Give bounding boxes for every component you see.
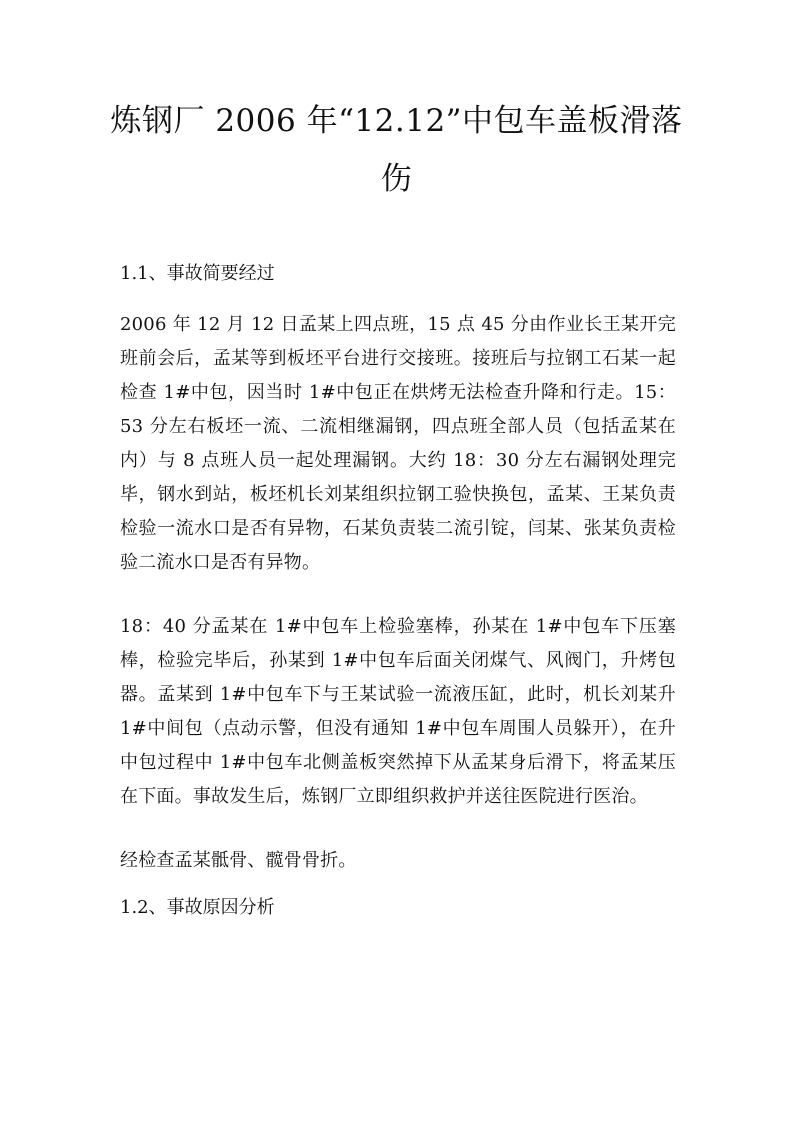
paragraph-accident-summary: 2006 年 12 月 12 日孟某上四点班，15 点 45 分由作业长王某开完班前会后，孟某等到板坯平台进行交接班。接班后与拉钢工石某一起检查 1#中包，因当时 1#中包正在烘烤无法检查升降和行走。15：53 分左右板坯一流、二流相继漏钢，四点班全部人员（包括孟某在内）与 8 点班人员一起处理漏钢。大约 18：30 分左右漏钢处理完毕，钢水到站，板坯机长刘某组织拉钢工验快换包，孟某、王某负责检验一流水口是否有异物，石某负责装二流引锭，闫某、张某负责检验二流水口是否有异物。 — [120, 314, 676, 573]
document-title: 炼钢厂 2006 年“12.12”中包车盖板滑落伤 — [110, 103, 683, 197]
section-heading-1-1: 1.1、事故简要经过 — [120, 263, 275, 284]
section-heading-1-2: 1.2、事故原因分析 — [120, 897, 275, 918]
paragraph-accident-sequence: 18：40 分孟某在 1#中包车上检验塞棒，孙某在 1#中包车下压塞棒，检验完毕后，孙某到 1#中包车后面关闭煤气、风阀门，升烤包器。孟某到 1#中包车下与王某试验一流液压缸，此时，机长刘某升 1#中间包（点动示警，但没有通知 1#中包车周围人员躲开），在升中包过程中 1#中包车北侧盖板突然掉下从孟某身后滑下，将孟某压在下面。事故发生后，炼钢厂立即组织救护并送往医院进行医治。 — [120, 616, 676, 807]
paragraph-injury-result: 经检查孟某骶骨、髋骨骨折。 — [120, 850, 357, 871]
